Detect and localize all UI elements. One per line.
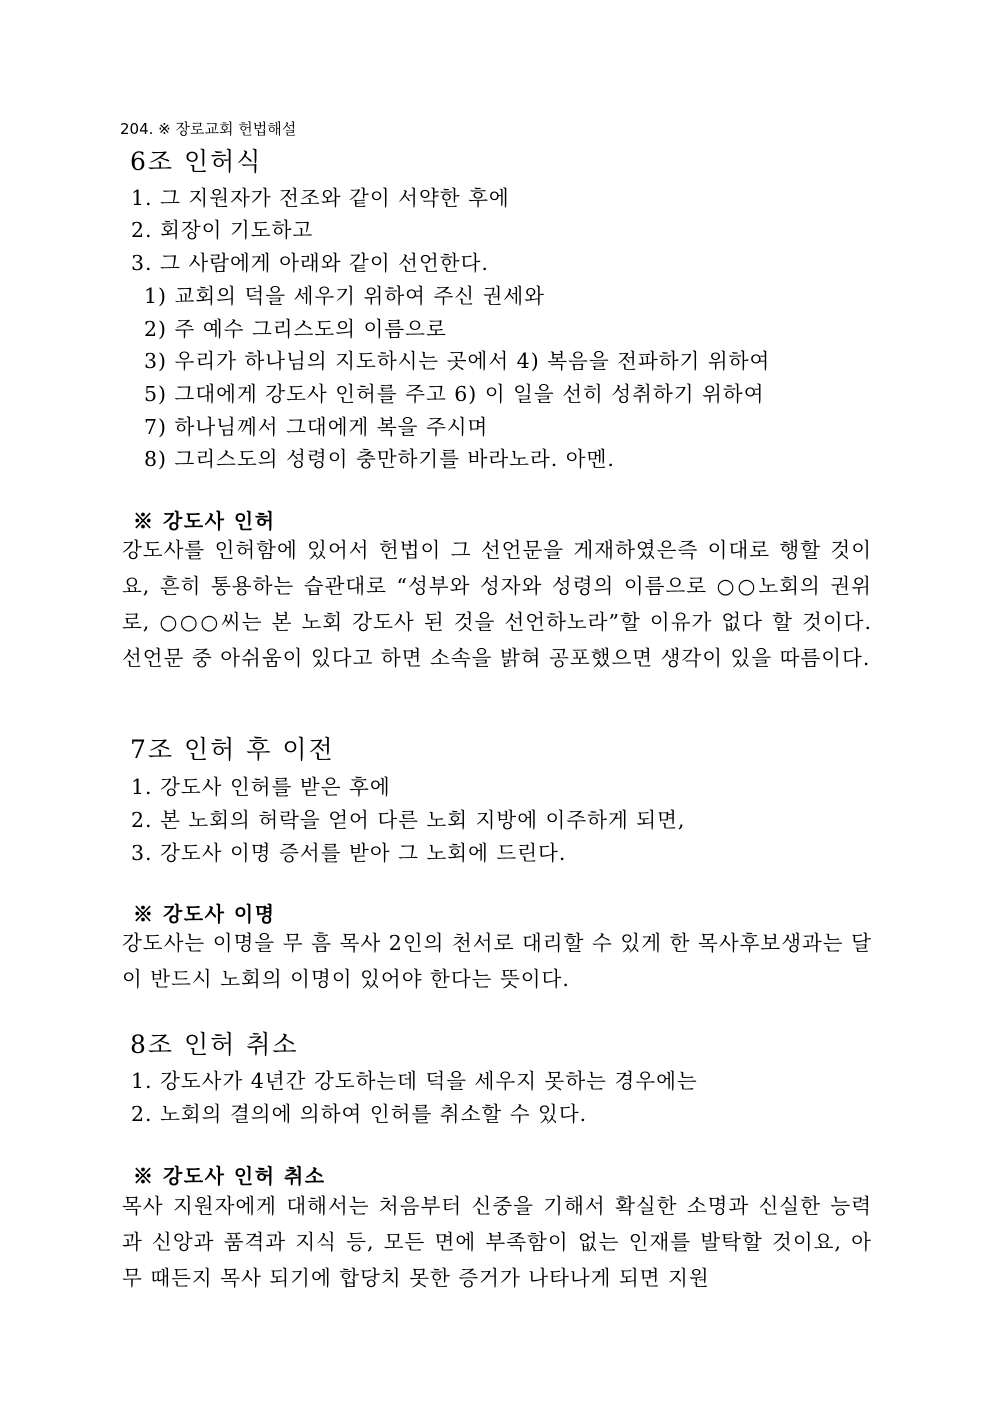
note-title-revocation: ※ 강도사 인허 취소 — [133, 1164, 326, 1188]
section-8-step-1: 1. 강도사가 4년간 강도하는데 덕을 세우지 못하는 경우에는 — [131, 1069, 698, 1093]
section-title-8: 8조 인허 취소 — [130, 1030, 299, 1059]
section-7-step-1: 1. 강도사 인허를 받은 후에 — [131, 775, 391, 799]
section-6-step-2: 2. 회장이 기도하고 — [131, 218, 314, 242]
section-7-step-3: 3. 강도사 이명 증서를 받아 그 노회에 드린다. — [131, 841, 567, 865]
section-6-step-1: 1. 그 지원자가 전조와 같이 서약한 후에 — [131, 186, 510, 210]
note-body-revocation: 목사 지원자에게 대해서는 처음부터 신중을 기해서 확실한 소명과 신실한 능력과 신앙과 품격과 지식 등, 모든 면에 부족함이 없는 인재를 발탁할 것이요, 아무 때든지 목사 되기에 합당치 못한 증거가 나타나게 되면 지원 — [122, 1194, 872, 1290]
section-7-step-2: 2. 본 노회의 허락을 얻어 다른 노회 지방에 이주하게 되면, — [131, 808, 686, 832]
declaration-5-6: 5) 그대에게 강도사 인허를 주고 6) 이 일을 선히 성취하기 위하여 — [144, 382, 765, 406]
running-head: 204. ※ 장로교회 헌법해설 — [120, 120, 297, 138]
note-title-license: ※ 강도사 인허 — [133, 509, 276, 533]
section-6-step-3: 3. 그 사람에게 아래와 같이 선언한다. — [131, 251, 489, 275]
declaration-8: 8) 그리스도의 성령이 충만하기를 바라노라. 아멘. — [144, 447, 615, 471]
note-body-transfer: 강도사는 이명을 무 흠 목사 2인의 천서로 대리할 수 있게 한 목사후보생과는 달이 반드시 노회의 이명이 있어야 한다는 뜻이다. — [122, 931, 872, 991]
declaration-3-4: 3) 우리가 하나님의 지도하시는 곳에서 4) 복음을 전파하기 위하여 — [144, 349, 771, 373]
declaration-7: 7) 하나님께서 그대에게 복을 주시며 — [144, 415, 489, 439]
declaration-1: 1) 교회의 덕을 세우기 위하여 주신 권세와 — [144, 284, 545, 308]
declaration-2: 2) 주 예수 그리스도의 이름으로 — [144, 317, 447, 341]
note-body-license: 강도사를 인허함에 있어서 헌법이 그 선언문을 게재하였은즉 이대로 행할 것이요, 흔히 통용하는 습관대로 “성부와 성자와 성령의 이름으로 ○○노회의 권위로, ○○○씨는 본 노회 강도사 된 것을 선언하노라”할 이유가 없다 할 것이다. 선언문 중 아쉬움이 있다고 하면 소속을 밝혀 공포했으면 생각이 있을 따름이다. — [122, 538, 872, 670]
note-title-transfer: ※ 강도사 이명 — [133, 902, 276, 926]
section-title-6: 6조 인허식 — [130, 147, 263, 176]
section-8-step-2: 2. 노회의 결의에 의하여 인허를 취소할 수 있다. — [131, 1102, 588, 1126]
section-title-7: 7조 인허 후 이전 — [130, 735, 335, 764]
